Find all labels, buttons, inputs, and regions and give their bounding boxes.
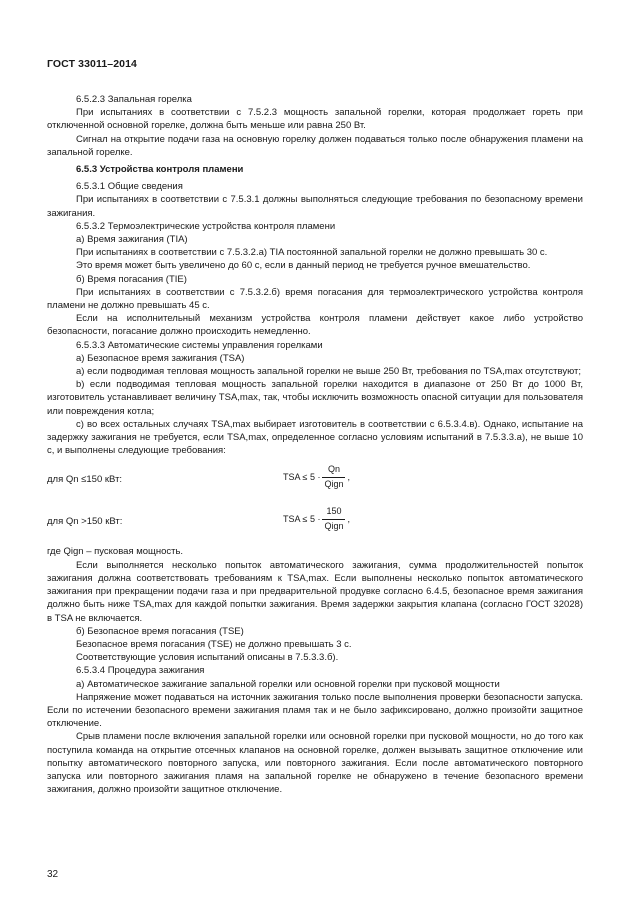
text-paragraph: Срыв пламени после включения запальной горелки или основной горелки при пусковой мощности, но до того как поступила команда на открытие отсечных клапанов на основной горелке, должен вызывать защитное отключение или попытку автоматического повторного запуска, или повторного зажигания. Если после автоматического повторного запуска или повторного зажигания пламя на запальной горелке не обнаружено в течение безопасного времени зажигания, должно произойти защитное отключение. <box>47 731 583 796</box>
page-number: 32 <box>47 869 59 880</box>
text-paragraph: 6.5.3 Устройства контроля пламени <box>76 164 244 176</box>
text-paragraph: с) во всех остальных случаях TSA,max выбирает изготовитель в соответствии с 6.5.3.4.в). Однако, испытание на задержку зажигания не требуется, если TSA,max, определенное согласно условиям испытаний в 7.5.3.3.а), не выше 10 с, и выполнены следующие требования: <box>47 418 583 457</box>
formula-lhs: TSA ≤ 5 · <box>283 471 321 482</box>
text-paragraph: б) Время погасания (TIE) <box>76 273 187 285</box>
body-part-1 <box>47 93 583 457</box>
text-paragraph: Это время может быть увеличено до 60 с, если в данный период не требуется ручное вмешательство. <box>76 260 531 272</box>
text-paragraph: а) если подводимая тепловая мощность запальной горелки не выше 250 Вт, требования по TSA,max отсутствуют; <box>76 366 581 378</box>
formula <box>283 463 350 490</box>
text-paragraph: 6.5.3.3 Автоматические системы управления горелками <box>76 339 323 351</box>
fraction-numerator: 150 <box>326 506 342 517</box>
fraction-numerator: Qn <box>327 464 340 475</box>
text-paragraph: 6.5.3.1 Общие сведения <box>76 181 183 193</box>
fraction-denominator: Qign <box>322 477 345 491</box>
text-paragraph: Сигнал на открытие подачи газа на основную горелку должен подаваться только после обнаружения пламени на запальной горелке. <box>47 133 583 158</box>
document-header: ГОСТ 33011–2014 <box>47 58 137 70</box>
text-paragraph: Безопасное время погасания (TSE) не должно превышать 3 с. <box>76 638 352 650</box>
text-paragraph: При испытаниях в соответствии с 7.5.3.2.а) TIA постоянной запальной горелки не должно превышать 30 с. <box>76 247 548 259</box>
text-paragraph: 6.5.2.3 Запальная горелка <box>76 94 192 105</box>
fraction-denominator: Qign <box>322 519 345 533</box>
formula-label: для Qn ≤150 кВт: <box>47 474 123 486</box>
text-paragraph: а) Безопасное время зажигания (TSA) <box>76 352 245 364</box>
formula-row-2 <box>47 503 583 541</box>
text-paragraph: Если на исполнительный механизм устройства контроля пламени действует какое либо устройство безопасности, погасание должно происходить немедленно. <box>47 313 583 338</box>
text-paragraph: Если выполняется несколько попыток автоматического зажигания, сумма продолжительностей попыток зажигания должна соответствовать требованиям к TSA,max. Если выполнены несколько попыток автоматического зажигания при прекращении подачи газа и при предварительной продувке согласно 6.4.5, безопасное время зажигания должно быть ниже TSA,max для каждой попытки зажигания. Время задержки закрытия клапана (согласно ГОСТ 32028) в TSA не включается. <box>47 559 583 624</box>
formula-label: для Qn >150 кВт: <box>47 516 123 528</box>
text-paragraph: Напряжение может подаваться на источник зажигания только после выполнения проверки безопасности запуска. Если по истечении безопасного времени зажигания пламя так и не было зафиксировано, должно произойти защитное отключение. <box>47 691 583 730</box>
text-paragraph: 6.5.3.4 Процедура зажигания <box>76 665 205 677</box>
text-paragraph: Соответствующие условия испытаний описаны в 7.5.3.3.б). <box>76 652 339 664</box>
formula-tail: , <box>347 513 350 524</box>
text-paragraph: б) Безопасное время погасания (TSE) <box>76 625 244 637</box>
formula <box>283 505 350 532</box>
formula-fraction <box>322 463 345 490</box>
text-paragraph: При испытаниях в соответствии с 7.5.3.2.б) время погасания для термоэлектрического устройства контроля пламени не должно превышать 45 с. <box>47 286 583 312</box>
formula-row-1 <box>47 461 583 499</box>
text-paragraph: где Qign – пусковая мощность. <box>47 546 184 558</box>
text-paragraph: При испытаниях в соответствии с 7.5.2.3 мощность запальной горелки, которая продолжает гореть при отключенной основной горелке, должна быть меньше или равна 250 Вт. <box>47 107 583 132</box>
formula-lhs: TSA ≤ 5 · <box>283 513 321 524</box>
document-body <box>47 93 583 796</box>
body-part-2 <box>47 545 583 796</box>
text-paragraph: 6.5.3.2 Термоэлектрические устройства контроля пламени <box>76 220 336 232</box>
text-paragraph: а) Автоматическое зажигание запальной горелки или основной горелки при пусковой мощности <box>76 678 500 690</box>
formula-fraction <box>322 505 345 532</box>
text-paragraph: b) если подводимая тепловая мощность запальной горелки находится в диапазоне от 250 Вт до 1000 Вт, изготовитель устанавливает величину TSA,max, так, чтобы исключить возможность опасной ситуации для пользователя или повреждения котла; <box>47 379 583 417</box>
formula-tail: , <box>347 471 350 482</box>
text-paragraph: а) Время зажигания (TIA) <box>76 234 188 246</box>
text-paragraph: При испытаниях в соответствии с 7.5.3.1 должны выполняться следующие требования по безопасному времени зажигания. <box>47 194 583 219</box>
